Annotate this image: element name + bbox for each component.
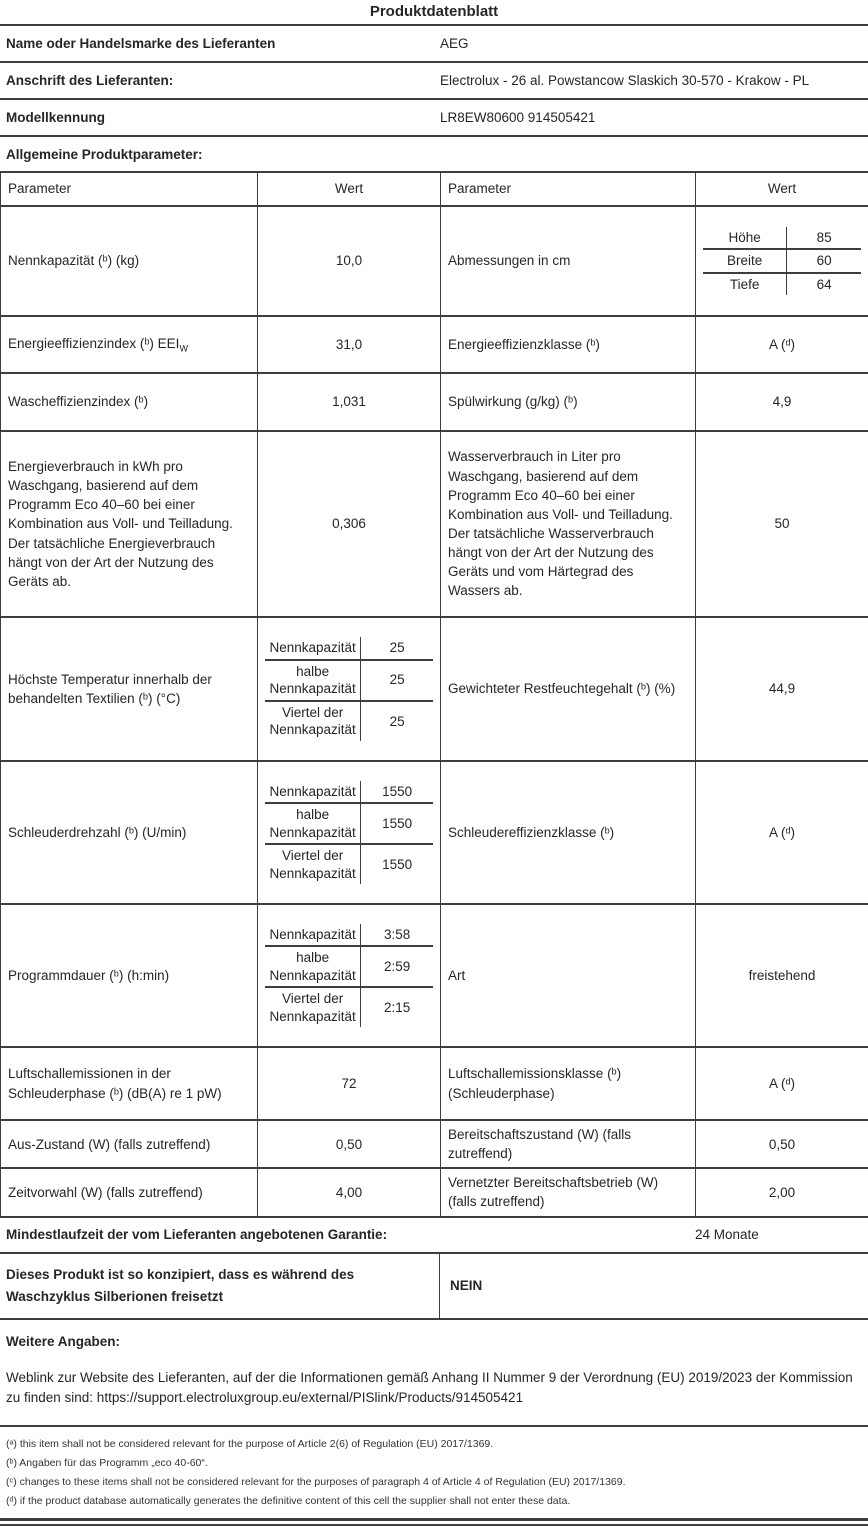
capacity-label: Nennkapazität (ᵇ) (kg): [1, 206, 258, 316]
dimension-width-row: [703, 249, 861, 273]
spin-class-value: A (ᵈ): [696, 761, 868, 904]
model-id-label: Modellkennung: [0, 106, 437, 129]
spin-rated-label: Nennkapazität: [265, 781, 361, 804]
duration-quarter-row: [265, 987, 433, 1027]
delay-start-label: Zeitvorwahl (W) (falls zutreffend): [1, 1168, 258, 1216]
header-wert-left: Wert: [258, 172, 441, 206]
header-parameter-left: Parameter: [1, 172, 258, 206]
water-consumption-value: 50: [696, 431, 868, 617]
dimension-width-label: Breite: [703, 249, 787, 273]
duration-rated-value: 3:58: [361, 924, 433, 947]
duration-quarter-label: Viertel der Nennkapazität: [265, 987, 361, 1027]
residual-moisture-label: Gewichteter Restfeuchtegehalt (ᵇ) (%): [441, 617, 696, 761]
temperature-quarter-row: [265, 701, 433, 741]
duration-half-value: 2:59: [361, 946, 433, 987]
row-max-temperature: [1, 617, 868, 761]
silver-ions-row: [0, 1254, 868, 1320]
spin-class-label: Schleudereffizienzklasse (ᵇ): [441, 761, 696, 904]
max-temperature-label: Höchste Temperatur innerhalb der behandelten Textilien (ᵇ) (°C): [1, 617, 258, 761]
capacity-value: 10,0: [258, 206, 441, 316]
header-wert-right: Wert: [696, 172, 868, 206]
duration-label: Programmdauer (ᵇ) (h:min): [1, 904, 258, 1047]
duration-quarter-value: 2:15: [361, 987, 433, 1027]
model-id-row: [0, 98, 868, 135]
residual-moisture-value: 44,9: [696, 617, 868, 761]
spin-rated-row: [265, 781, 433, 804]
dimension-width-value: 60: [787, 249, 861, 273]
spin-rated-value: 1550: [361, 781, 433, 804]
supplier-address-row: [0, 61, 868, 98]
footnote-b: (ᵇ) Angaben für das Programm „eco 40-60“.: [6, 1454, 862, 1473]
supplier-name-row: [0, 24, 868, 61]
silver-ions-value: NEIN: [440, 1254, 868, 1318]
off-mode-label: Aus-Zustand (W) (falls zutreffend): [1, 1120, 258, 1168]
noise-class-label: Luftschallemissionsklasse (ᵇ) (Schleuderphase): [441, 1047, 696, 1120]
temperature-quarter-value: 25: [361, 701, 433, 741]
supplier-address-value: Electrolux - 26 al. Powstancow Slaskich 30-570 - Krakow - PL: [437, 69, 868, 92]
bottom-double-rule: [0, 1518, 868, 1526]
supplier-weblink-text: Weblink zur Website des Lieferanten, auf der die Informationen gemäß Anhang II Nummer 9 der Verordnung (EU) 2019/2023 der Kommission zu finden sind: https://support.electroluxgroup.eu/external/PISlink/Products/914505421: [0, 1349, 868, 1409]
spin-speed-subtable: [265, 781, 433, 885]
dimensions-subtable: [703, 227, 861, 296]
spin-half-value: 1550: [361, 803, 433, 844]
footnote-c: (ᶜ) changes to these items shall not be considered relevant for the purposes of paragraph 4 of Article 4 of Regulation (EU) 2017/1369.: [6, 1473, 862, 1492]
footnotes-block: [0, 1427, 868, 1511]
temperature-rated-value: 25: [361, 637, 433, 660]
dimension-height-value: 85: [787, 227, 861, 250]
row-capacity-dimensions: [1, 206, 868, 316]
duration-half-label: halbe Nennkapazität: [265, 946, 361, 987]
eei-label: Energieeffizienzindex (ᵇ) $EEI_W$: [1, 316, 258, 373]
spin-quarter-row: [265, 844, 433, 884]
eei-value: 31,0: [258, 316, 441, 373]
networked-standby-label: Vernetzter Bereitschaftsbetrieb (W) (falls zutreffend): [441, 1168, 696, 1216]
energy-class-value: A (ᵈ): [696, 316, 868, 373]
duration-subtable-cell: [258, 904, 441, 1047]
spin-speed-subtable-cell: [258, 761, 441, 904]
warranty-row: [0, 1218, 868, 1254]
wash-index-label: Wascheffizienzindex (ᵇ): [1, 373, 258, 431]
table-header-row: [1, 172, 868, 206]
dimension-depth-row: [703, 273, 861, 296]
rinse-effect-value: 4,9: [696, 373, 868, 431]
dimensions-label: Abmessungen in cm: [441, 206, 696, 316]
duration-rated-label: Nennkapazität: [265, 924, 361, 947]
header-parameter-right: Parameter: [441, 172, 696, 206]
row-delay-start: [1, 1168, 868, 1216]
row-programme-duration: [1, 904, 868, 1047]
temperature-rated-label: Nennkapazität: [265, 637, 361, 660]
row-noise-emissions: [1, 1047, 868, 1120]
row-off-mode: [1, 1120, 868, 1168]
noise-label: Luftschallemissionen in der Schleuderphase (ᵇ) (dB(A) re 1 pW): [1, 1047, 258, 1120]
warranty-value: 24 Monate: [695, 1223, 868, 1246]
dimension-height-row: [703, 227, 861, 250]
general-parameters-heading: Allgemeine Produktparameter:: [0, 137, 868, 171]
water-consumption-label: Wasserverbrauch in Liter pro Waschgang, basierend auf dem Programm Eco 40–60 bei einer Kombination aus Voll- und Teilladung. Der tatsächliche Wasserverbrauch hängt von der Art der Nutzung des Geräts und vom Härtegrad des Wassers ab.: [441, 431, 696, 617]
spin-speed-label: Schleuderdrehzahl (ᵇ) (U/min): [1, 761, 258, 904]
rinse-effect-label: Spülwirkung (g/kg) (ᵇ): [441, 373, 696, 431]
dimension-depth-label: Tiefe: [703, 273, 787, 296]
noise-class-value: A (ᵈ): [696, 1047, 868, 1120]
row-energy-water-consumption: [1, 431, 868, 617]
noise-value: 72: [258, 1047, 441, 1120]
energy-class-label: Energieeffizienzklasse (ᵇ): [441, 316, 696, 373]
standby-value: 0,50: [696, 1120, 868, 1168]
temperature-subtable-cell: [258, 617, 441, 761]
model-id-value: LR8EW80600 914505421: [437, 106, 868, 129]
temperature-quarter-label: Viertel der Nennkapazität: [265, 701, 361, 741]
duration-rated-row: [265, 924, 433, 947]
spin-quarter-label: Viertel der Nennkapazität: [265, 844, 361, 884]
spin-quarter-value: 1550: [361, 844, 433, 884]
footnote-a: (ᵃ) this item shall not be considered relevant for the purpose of Article 2(6) of Regulation (EU) 2017/1369.: [6, 1435, 862, 1454]
off-mode-value: 0,50: [258, 1120, 441, 1168]
energy-consumption-value: 0,306: [258, 431, 441, 617]
temperature-subtable: [265, 637, 433, 741]
supplier-address-label: Anschrift des Lieferanten:: [0, 69, 437, 92]
dimension-depth-value: 64: [787, 273, 861, 296]
silver-ions-label: Dieses Produkt ist so konzipiert, dass es während des Waschzyklus Silberionen freisetzt: [0, 1254, 440, 1318]
footnote-d: (ᵈ) if the product database automatically generates the definitive content of this cell the supplier shall not enter these data.: [6, 1492, 862, 1511]
wash-index-value: 1,031: [258, 373, 441, 431]
row-wash-efficiency: [1, 373, 868, 431]
duration-half-row: [265, 946, 433, 987]
supplier-info-block: [0, 24, 868, 137]
eei-subscript: W: [179, 343, 188, 353]
temperature-rated-row: [265, 637, 433, 660]
temperature-half-value: 25: [361, 660, 433, 701]
row-spin-speed: [1, 761, 868, 904]
energy-consumption-label: Energieverbrauch in kWh pro Waschgang, basierend auf dem Programm Eco 40–60 bei einer Kombination aus Voll- und Teilladung. Der tatsächliche Energieverbrauch hängt von der Art der Nutzung des Geräts ab.: [1, 431, 258, 617]
additional-info-heading: Weitere Angaben:: [0, 1320, 868, 1349]
supplier-name-label: Name oder Handelsmarke des Lieferanten: [0, 32, 437, 55]
type-value: freistehend: [696, 904, 868, 1047]
temperature-half-row: [265, 660, 433, 701]
page-title: Produktdatenblatt: [0, 0, 868, 24]
spin-half-row: [265, 803, 433, 844]
standby-label: Bereitschaftszustand (W) (falls zutreffend): [441, 1120, 696, 1168]
temperature-half-label: halbe Nennkapazität: [265, 660, 361, 701]
dimension-height-label: Höhe: [703, 227, 787, 250]
warranty-label: Mindestlaufzeit der vom Lieferanten angebotenen Garantie:: [0, 1223, 695, 1246]
spin-half-label: halbe Nennkapazität: [265, 803, 361, 844]
duration-subtable: [265, 924, 433, 1028]
delay-start-value: 4,00: [258, 1168, 441, 1216]
row-energy-efficiency: [1, 316, 868, 373]
dimensions-subtable-cell: [696, 206, 868, 316]
type-label: Art: [441, 904, 696, 1047]
product-parameters-table: [0, 171, 868, 1218]
networked-standby-value: 2,00: [696, 1168, 868, 1216]
supplier-name-value: AEG: [437, 32, 868, 55]
